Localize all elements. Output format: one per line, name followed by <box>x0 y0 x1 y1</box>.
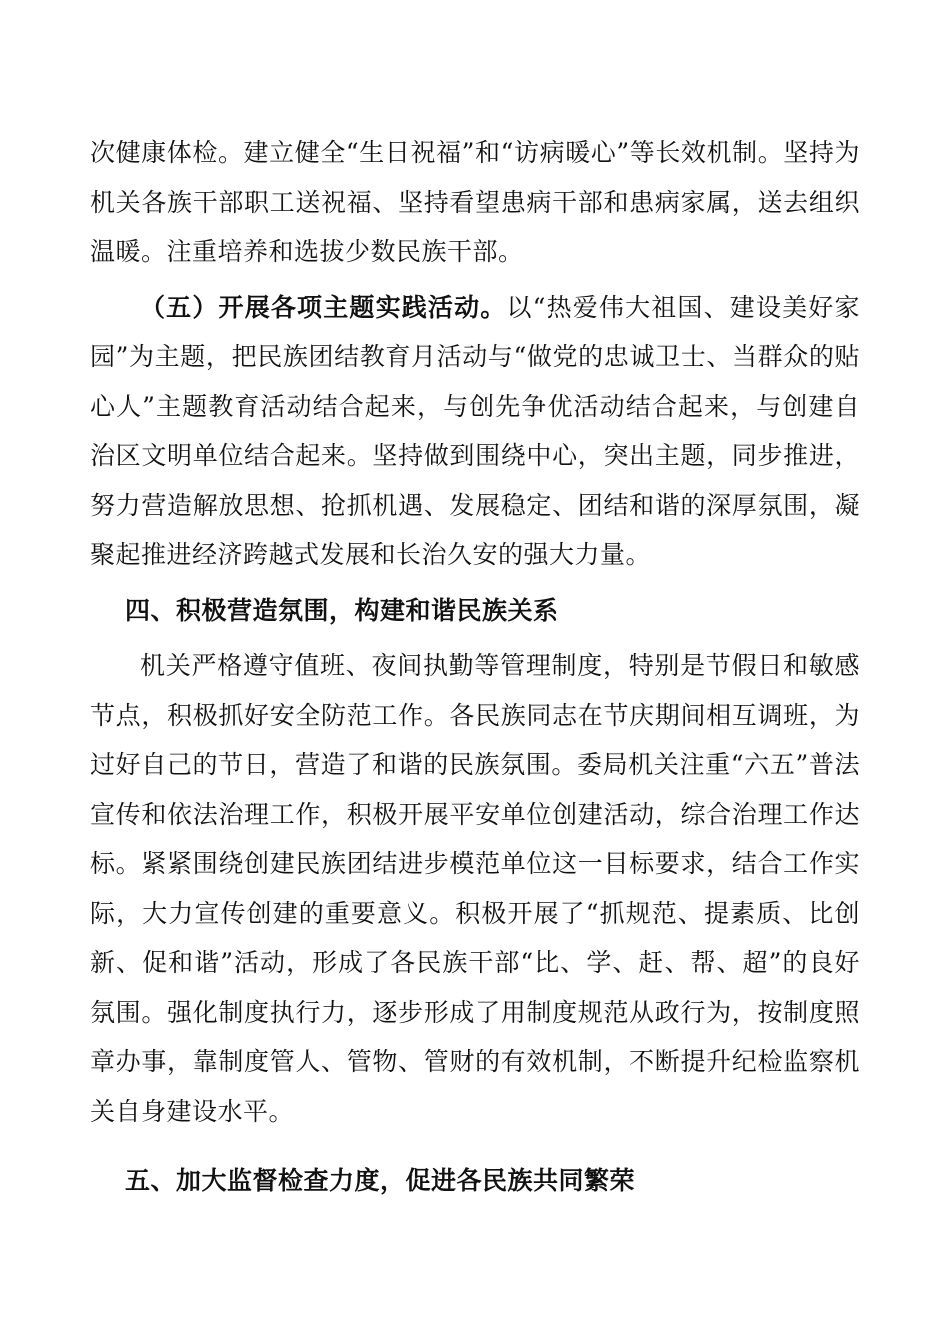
paragraph-theme-activities <box>90 283 860 580</box>
section-heading-four: 四、积极营造氛围，构建和谐民族关系 <box>125 595 559 625</box>
subsection-heading-five: （五）开展各项主题实践活动。 <box>140 292 507 322</box>
paragraph-health-checkup: 次健康体检。建立健全“生日祝福”和“访病暖心”等长效机制。坚持为机关各族干部职工送祝福、坚持看望患病干部和患病家属，送去组织温暖。注重培养和选拔少数民族干部。 <box>90 138 860 266</box>
document-body <box>90 128 860 1206</box>
paragraph-safety-management: 机关严格遵守值班、夜间执勤等管理制度，特别是节假日和敏感节点，积极抓好安全防范工作。各民族同志在节庆期间相互调班，为过好自己的节日，营造了和谐的民族氛围。委局机关注重“六五”普法宣传和依法治理工作，积极开展平安单位创建活动，综合治理工作达标。紧紧围绕创建民族团结进步模范单位这一目标要求，结合工作实际，大力宣传创建的重要意义。积极开展了“抓规范、提素质、比创新、促和谐”活动，形成了各民族干部“比、学、赶、帮、超”的良好氛围。强化制度执行力，逐步形成了用制度规范从政行为，按制度照章办事，靠制度管人、管物、管财的有效机制，不断提升纪检监察机关自身建设水平。 <box>90 651 860 1126</box>
section-heading-five: 五、加大监督检查力度，促进各民族共同繁荣 <box>125 1166 636 1195</box>
paragraph-spacer <box>90 1136 860 1156</box>
paragraph-theme-activities-body: 以“热爱伟大祖国、建设美好家园”为主题，把民族团结教育月活动与“做党的忠诚卫士、当群众的贴心人”主题教育活动结合起来，与创先争优活动结合起来，与创建自治区文明单位结合起来。坚持做到围绕中心，突出主题，同步推进，努力营造解放思想、抢抓机遇、发展稳定、团结和谐的深厚氛围，凝聚起推进经济跨越式发展和长治久安的强大力量。 <box>90 292 860 569</box>
